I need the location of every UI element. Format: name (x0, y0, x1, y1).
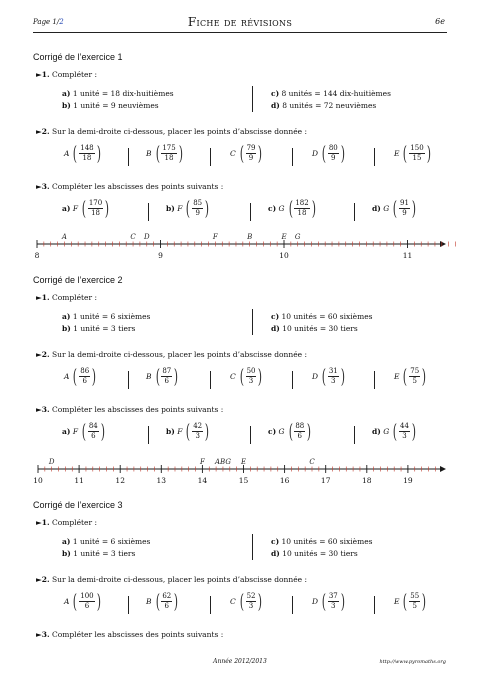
footer-url[interactable]: http://www.pyromaths.org (379, 659, 446, 665)
number-line-2 (0, 455, 480, 489)
point-label: ABG (214, 458, 231, 466)
ex3-q1-d: d) 10 unités = 30 tiers (271, 549, 358, 558)
separator (128, 371, 129, 389)
ex3-title: Corrigé de l’exercice 3 (33, 500, 123, 510)
separator (250, 426, 251, 444)
tick-label: 10 (33, 476, 43, 485)
separator (354, 426, 355, 444)
ex1-q1-a: a) 1 unité = 18 dix-huitièmes (62, 89, 174, 98)
page-number: Page 1/2 (33, 18, 64, 26)
point-label: C (130, 233, 136, 241)
tick-label: 9 (158, 251, 163, 260)
point-item: a) F ( $\frac{84}{6}$ ) (62, 419, 105, 443)
separator (148, 203, 149, 221)
ex1-q1-c: c) 8 unités = 144 dix-huitièmes (271, 89, 391, 98)
tick-label: 8 (34, 251, 40, 260)
axis-arrow (440, 466, 446, 472)
tick-label: 13 (156, 476, 167, 485)
separator (252, 86, 253, 112)
ex1-q3-points (60, 198, 440, 226)
ex1-q1-b: b) 1 unité = 9 neuvièmes (62, 101, 159, 110)
ex1-q1: ►1. Compléter : (36, 70, 97, 79)
ex2-q1-a: a) 1 unité = 6 sixièmes (62, 312, 151, 321)
ex3-q3: ►3. Compléter les abscisses des points suivants : (36, 630, 224, 639)
point-item: c) G ( $\frac{182}{18}$ ) (268, 196, 316, 220)
axis-arrow (440, 241, 446, 247)
point-item: b) F ( $\frac{85}{9}$ ) (166, 196, 210, 220)
number-line-svg (0, 455, 480, 489)
ex1-q2-points (60, 143, 440, 171)
point-label: D (48, 458, 55, 466)
ex3-q1: ►1. Compléter : (36, 518, 97, 527)
point-item: D ( $\frac{31}{3}$ ) (312, 364, 345, 388)
point-label: F (199, 458, 205, 466)
point-label: G (294, 233, 301, 241)
page-title: Fiche de révisions (187, 15, 293, 29)
separator (148, 426, 149, 444)
point-item: C ( $\frac{50}{3}$ ) (230, 364, 263, 388)
separator (252, 309, 253, 335)
point-label: C (309, 458, 315, 466)
ex3-q1-c: c) 10 unités = 60 sixièmes (271, 537, 373, 546)
ex1-q3: ►3. Compléter les abscisses des points suivants : (36, 182, 224, 191)
point-item: A ( $\frac{86}{6}$ ) (64, 364, 97, 388)
separator (210, 371, 211, 389)
footer-year: Année 2012/2013 (213, 658, 267, 665)
tick-label: 11 (74, 476, 84, 485)
ex1-title: Corrigé de l’exercice 1 (33, 52, 123, 62)
tick-label: 17 (320, 476, 331, 485)
point-item: D ( $\frac{80}{9}$ ) (312, 141, 345, 165)
tick-label: 19 (403, 476, 413, 485)
separator (210, 596, 211, 614)
tick-label: 18 (362, 476, 372, 485)
separator (250, 203, 251, 221)
tick-label: 16 (279, 476, 290, 485)
tick-label: 12 (115, 476, 125, 485)
ex1-q2: ►2. Sur la demi-droite ci-dessous, placer les points d’abscisse donnée : (36, 127, 307, 136)
ex2-q1-d: d) 10 unités = 30 tiers (271, 324, 358, 333)
ex2-q1: ►1. Compléter : (36, 293, 97, 302)
ex1-q1-d: d) 8 unités = 72 neuvièmes (271, 101, 377, 110)
ex2-q2: ►2. Sur la demi-droite ci-dessous, placer les points d’abscisse donnée : (36, 350, 307, 359)
point-item: E ( $\frac{150}{15}$ ) (394, 141, 431, 165)
number-line-svg (0, 230, 480, 264)
ex2-q3-points (60, 421, 440, 449)
ex2-q1-b: b) 1 unité = 3 tiers (62, 324, 136, 333)
ex3-q2-points (60, 591, 440, 619)
number-line-1 (0, 230, 480, 264)
point-item: C ( $\frac{79}{9}$ ) (230, 141, 263, 165)
point-item: A ( $\frac{148}{18}$ ) (64, 141, 101, 165)
separator (292, 371, 293, 389)
point-item: a) F ( $\frac{170}{18}$ ) (62, 196, 110, 220)
ex2-q2-points (60, 366, 440, 394)
point-label: E (240, 458, 247, 466)
page-header (33, 15, 447, 33)
point-item: B ( $\frac{87}{6}$ ) (146, 364, 179, 388)
point-item: E ( $\frac{55}{5}$ ) (394, 589, 427, 613)
separator (128, 148, 129, 166)
ex3-q1-a: a) 1 unité = 6 sixièmes (62, 537, 151, 546)
tick-label: 14 (197, 476, 208, 485)
separator (210, 148, 211, 166)
ex2-q1-c: c) 10 unités = 60 sixièmes (271, 312, 373, 321)
ex2-q3: ►3. Compléter les abscisses des points suivants : (36, 405, 224, 414)
page-link[interactable]: 2 (59, 18, 64, 26)
point-label: D (143, 233, 150, 241)
point-item: D ( $\frac{37}{3}$ ) (312, 589, 345, 613)
point-item: b) F ( $\frac{42}{3}$ ) (166, 419, 210, 443)
ex3-q1-b: b) 1 unité = 3 tiers (62, 549, 136, 558)
ex3-q2: ►2. Sur la demi-droite ci-dessous, placer les points d’abscisse donnée : (36, 575, 307, 584)
level-label: 6e (435, 17, 445, 26)
point-item: C ( $\frac{52}{3}$ ) (230, 589, 263, 613)
tick-label: 10 (279, 251, 289, 260)
ex2-title: Corrigé de l’exercice 2 (33, 275, 123, 285)
separator (292, 596, 293, 614)
separator (128, 596, 129, 614)
point-item: E ( $\frac{75}{5}$ ) (394, 364, 427, 388)
separator (374, 596, 375, 614)
separator (354, 203, 355, 221)
point-item: B ( $\frac{62}{6}$ ) (146, 589, 179, 613)
separator (252, 534, 253, 560)
separator (374, 148, 375, 166)
tick-label: 15 (238, 476, 249, 485)
point-item: c) G ( $\frac{88}{6}$ ) (268, 419, 312, 443)
point-item: A ( $\frac{100}{6}$ ) (64, 589, 101, 613)
point-label: B (247, 233, 253, 241)
point-label: A (61, 233, 67, 241)
point-label: E (281, 233, 287, 241)
point-item: B ( $\frac{175}{18}$ ) (146, 141, 183, 165)
point-item: d) G ( $\frac{44}{3}$ ) (372, 419, 416, 443)
point-item: d) G ( $\frac{91}{9}$ ) (372, 196, 416, 220)
separator (374, 371, 375, 389)
point-label: F (212, 233, 218, 241)
separator (292, 148, 293, 166)
tick-label: 11 (402, 251, 413, 260)
